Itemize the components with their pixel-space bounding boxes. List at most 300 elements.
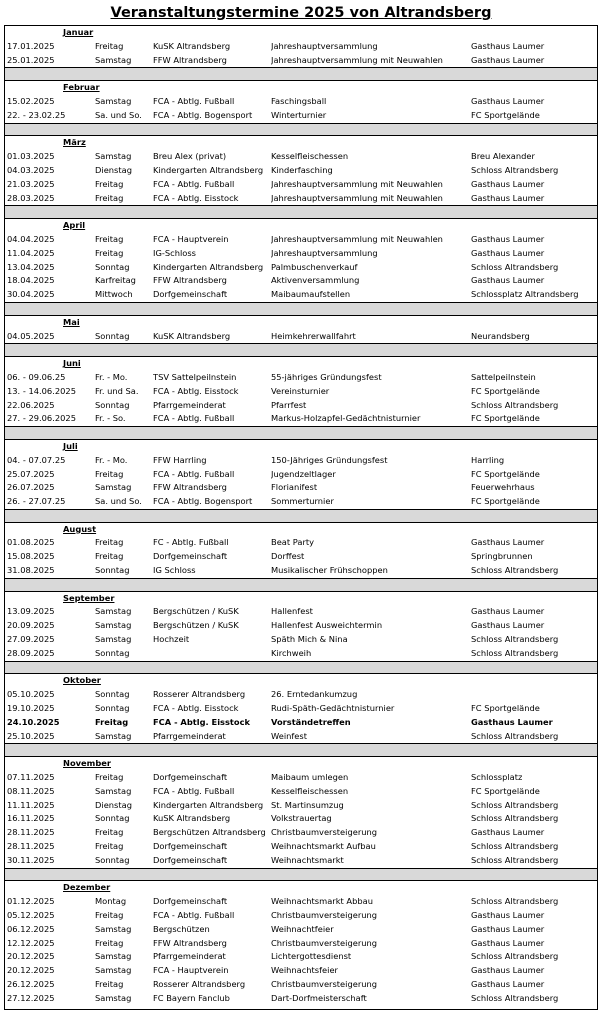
event-title: Weihnachtfeier [271,923,334,934]
event-row [5,192,597,206]
event-date: 01.08.2025 [7,537,55,548]
event-row [5,812,597,826]
page-title: Veranstaltungstermine 2025 von Altrandsberg [110,5,492,21]
event-row [5,771,597,785]
event-location: Schloss Altrandsberg [471,565,559,576]
event-date: 25.01.2025 [7,54,55,65]
event-weekday: Samstag [95,54,132,65]
event-date: 11.11.2025 [7,799,55,810]
event-date: 11.04.2025 [7,247,55,258]
month-separator [5,67,597,81]
event-row [5,481,597,495]
event-weekday: Sonntag [95,330,130,341]
event-date: 04.04.2025 [7,233,55,244]
event-weekday: Mittwoch [95,289,133,300]
event-row [5,550,597,564]
event-weekday: Sonntag [95,813,130,824]
event-weekday: Sa. und So. [95,109,142,120]
event-title: Kesselfleischessen [271,151,349,162]
event-organizer: FCA - Abtlg. Bogensport [153,496,253,507]
event-date: 06. - 09.06.25 [7,371,66,382]
event-title: Aktivenversammlung [271,275,360,286]
event-row [5,330,597,344]
event-date: 08.11.2025 [7,785,55,796]
event-organizer: TSV Sattelpeilnstein [153,371,237,382]
event-date: 27. - 29.06.2025 [7,413,76,424]
event-location: Schloss Altrandsberg [471,951,559,962]
event-location: Schlossplatz Altrandsberg [471,289,579,300]
event-organizer: FFW Altrandsberg [153,937,227,948]
event-row [5,233,597,247]
event-weekday: Sonntag [95,565,130,576]
event-location: Springbrunnen [471,551,533,562]
event-title: Palmbuschenverkauf [271,261,358,272]
event-title: St. Martinsumzug [271,799,344,810]
event-row [5,371,597,385]
event-title: Jahreshauptversammlung [271,247,378,258]
event-title: Weihnachtsfeier [271,965,338,976]
event-date: 04. - 07.07.25 [7,454,66,465]
event-row [5,274,597,288]
event-weekday: Fr. und Sa. [95,385,139,396]
event-title: Markus-Holzapfel-Gedächtnisturnier [271,413,421,424]
event-weekday: Samstag [95,482,132,493]
event-title: Musikalischer Frühschoppen [271,565,388,576]
event-weekday: Sonntag [95,647,130,658]
event-weekday: Samstag [95,951,132,962]
event-location: Gasthaus Laumer [471,247,545,258]
event-weekday: Freitag [95,247,124,258]
event-organizer: FCA - Abtlg. Eisstock [153,192,239,203]
event-weekday: Samstag [95,992,132,1003]
event-location: Gasthaus Laumer [471,192,545,203]
event-organizer: Bergschützen / KuSK [153,620,239,631]
event-weekday: Karfreitag [95,275,136,286]
event-row [5,40,597,54]
event-date: 20.12.2025 [7,951,55,962]
event-date: 20.12.2025 [7,965,55,976]
event-weekday: Freitag [95,192,124,203]
event-row [5,605,597,619]
event-location: Gasthaus Laumer [471,965,545,976]
event-weekday: Samstag [95,151,132,162]
event-location: Gasthaus Laumer [471,275,545,286]
month-separator [5,123,597,137]
event-row [5,454,597,468]
event-weekday: Fr. - Mo. [95,454,128,465]
event-weekday: Sonntag [95,689,130,700]
event-organizer: Kindergarten Altrandsberg [153,261,264,272]
event-organizer: FFW Altrandsberg [153,54,227,65]
event-date: 12.12.2025 [7,937,55,948]
event-title: Faschingsball [271,95,327,106]
event-date: 28.11.2025 [7,827,55,838]
event-weekday: Samstag [95,785,132,796]
event-organizer: IG-Schloss [153,247,196,258]
event-weekday: Freitag [95,910,124,920]
event-location: FC Sportgelände [471,468,540,479]
event-date: 15.02.2025 [7,95,55,106]
event-date: 06.12.2025 [7,923,55,934]
event-date: 19.10.2025 [7,703,55,714]
event-location: Gasthaus Laumer [471,620,545,631]
event-date: 05.10.2025 [7,689,55,700]
event-date: 20.09.2025 [7,620,55,631]
event-row [5,288,597,302]
event-title: Christbaumversteigerung [271,827,378,838]
event-row [5,633,597,647]
month-separator [5,343,597,357]
event-organizer: KuSK Altrandsberg [153,813,231,824]
event-row [5,495,597,509]
event-date: 22. - 23.02.25 [7,109,66,120]
month-heading: Oktober [63,675,101,686]
event-title: Rudi-Späth-Gedächtnisturnier [271,703,395,714]
event-row [5,54,597,68]
event-organizer: Bergschützen / KuSK [153,606,239,617]
event-row [5,150,597,164]
month-block [5,316,597,344]
event-row [5,716,597,730]
event-title: Christbaumversteigerung [271,937,378,948]
event-row [5,730,597,744]
event-date: 26.12.2025 [7,978,55,989]
event-organizer: Kindergarten Altrandsberg [153,799,264,810]
month-block [5,757,597,867]
event-organizer: Dorfgemeinschaft [153,841,228,852]
event-title: Pfarrfest [271,399,307,410]
event-date: 18.04.2025 [7,275,55,286]
month-heading: Juli [63,440,78,451]
event-organizer: FC - Abtlg. Fußball [153,537,229,548]
event-row [5,950,597,964]
event-weekday: Samstag [95,620,132,631]
event-weekday: Samstag [95,606,132,617]
month-heading: Januar [63,27,94,37]
event-weekday: Freitag [95,978,124,989]
event-date: 04.05.2025 [7,330,55,341]
event-location: Harrling [471,454,505,465]
event-date: 21.03.2025 [7,178,55,189]
event-row [5,992,597,1006]
event-organizer: Kindergarten Altrandsberg [153,164,264,175]
event-organizer: Dorfgemeinschaft [153,289,228,300]
event-organizer: FCA - Abtlg. Fußball [153,468,235,479]
month-block [5,136,597,205]
event-organizer: Pfarrgemeinderat [153,399,226,410]
event-row [5,468,597,482]
event-location: Schloss Altrandsberg [471,399,559,410]
event-date: 28.03.2025 [7,192,55,203]
event-organizer: FCA - Abtlg. Fußball [153,413,235,424]
event-organizer: IG Schloss [153,565,196,576]
event-row [5,785,597,799]
event-weekday: Freitag [95,178,124,189]
event-date: 13.09.2025 [7,606,55,617]
event-organizer: FCA - Abtlg. Fußball [153,178,235,189]
event-weekday: Sonntag [95,399,130,410]
event-location: Schloss Altrandsberg [471,896,559,907]
event-location: Schloss Altrandsberg [471,164,559,175]
event-weekday: Samstag [95,95,132,106]
event-title: Dorffest [271,551,305,562]
month-heading: September [63,592,115,603]
event-date: 27.09.2025 [7,634,55,645]
month-heading: Mai [63,316,80,327]
event-organizer: FCA - Abtlg. Bogensport [153,109,253,120]
event-title: Vereinsturnier [271,385,330,396]
event-date: 01.03.2025 [7,151,55,162]
month-heading: April [63,220,86,231]
event-organizer: FCA - Abtlg. Eisstock [153,703,239,714]
month-block [5,674,597,743]
event-title: 26. Erntedankumzug [271,689,358,700]
event-title: Kinderfasching [271,164,333,175]
event-organizer: FCA - Abtlg. Fußball [153,785,235,796]
event-title: Dart-Dorfmeisterschaft [271,992,367,1003]
month-heading: November [63,758,111,769]
event-weekday: Samstag [95,730,132,741]
month-block [5,440,597,509]
event-location: Gasthaus Laumer [471,95,545,106]
event-location: Gasthaus Laumer [471,923,545,934]
event-title: Beat Party [271,537,315,548]
month-separator [5,509,597,523]
month-block [5,26,597,67]
month-heading: März [63,137,86,148]
event-title: Weihnachtsmarkt Aufbau [271,841,376,852]
event-date: 26.07.2025 [7,482,55,493]
event-date: 24.10.2025 [7,716,60,727]
month-block [5,592,597,661]
event-title: Kirchweih [271,647,312,658]
event-location: Schloss Altrandsberg [471,841,559,852]
month-separator [5,205,597,219]
event-date: 04.03.2025 [7,164,55,175]
event-location: Gasthaus Laumer [471,716,553,727]
event-date: 05.12.2025 [7,910,55,920]
event-organizer: FC Bayern Fanclub [153,992,230,1003]
event-row [5,399,597,413]
event-title: Weihnachtsmarkt Abbau [271,896,373,907]
event-date: 01.12.2025 [7,896,55,907]
event-row [5,564,597,578]
event-weekday: Samstag [95,923,132,934]
event-weekday: Freitag [95,551,124,562]
event-row [5,178,597,192]
event-title: Späth Mich & Nina [271,634,348,645]
event-row [5,619,597,633]
event-organizer: Dorfgemeinschaft [153,854,228,865]
event-weekday: Montag [95,896,127,907]
event-title: Maibaum umlegen [271,772,349,783]
event-location: Neurandsberg [471,330,530,341]
event-weekday: Freitag [95,537,124,548]
event-organizer: FCA - Abtlg. Eisstock [153,385,239,396]
event-location: FC Sportgelände [471,109,540,120]
event-row [5,840,597,854]
month-block [5,523,597,578]
event-organizer: Rosserer Altrandsberg [153,689,246,700]
event-title: 150-Jähriges Gründungsfest [271,454,388,465]
event-row [5,978,597,992]
event-title: Christbaumversteigerung [271,978,378,989]
event-organizer: Rosserer Altrandsberg [153,978,246,989]
event-row [5,261,597,275]
event-location: Gasthaus Laumer [471,978,545,989]
event-location: Gasthaus Laumer [471,40,545,51]
event-weekday: Samstag [95,965,132,976]
month-separator [5,868,597,882]
event-weekday: Freitag [95,772,124,783]
event-date: 26. - 27.07.25 [7,496,66,507]
month-block [5,881,597,1005]
event-location: Gasthaus Laumer [471,606,545,617]
month-separator [5,578,597,592]
event-location: Schloss Altrandsberg [471,634,559,645]
event-title: Jahreshauptversammlung mit Neuwahlen [271,233,443,244]
event-weekday: Freitag [95,827,124,838]
event-weekday: Freitag [95,40,124,51]
event-location: Gasthaus Laumer [471,537,545,548]
event-date: 15.08.2025 [7,551,55,562]
event-title: Weihnachtsmarkt [271,854,344,865]
event-location: Schlossplatz [471,772,523,783]
event-weekday: Dienstag [95,799,132,810]
event-location: Gasthaus Laumer [471,910,545,920]
event-weekday: Sonntag [95,261,130,272]
event-organizer: KuSK Altrandsberg [153,330,231,341]
event-row [5,854,597,868]
event-row [5,385,597,399]
event-organizer: KuSK Altrandsberg [153,40,231,51]
event-title: Florianifest [271,482,318,493]
event-title: Volkstrauertag [271,813,332,824]
event-title: Maibaumaufstellen [271,289,351,300]
event-title: Jahreshauptversammlung mit Neuwahlen [271,54,443,65]
event-weekday: Fr. - So. [95,413,126,424]
month-heading: August [63,523,97,534]
event-organizer: FCA - Abtlg. Fußball [153,95,235,106]
event-title: Vorständetreffen [271,716,351,727]
event-location: Feuerwehrhaus [471,482,535,493]
month-heading: Februar [63,82,100,93]
event-row [5,702,597,716]
event-location: Gasthaus Laumer [471,54,545,65]
event-location: Gasthaus Laumer [471,937,545,948]
events-table [4,25,598,1010]
event-location: Schloss Altrandsberg [471,813,559,824]
event-date: 28.11.2025 [7,841,55,852]
event-title: Hallenfest [271,606,313,617]
month-block [5,357,597,426]
event-location: FC Sportgelände [471,413,540,424]
event-title: Lichtergottesdienst [271,951,352,962]
event-location: Schloss Altrandsberg [471,854,559,865]
event-date: 07.11.2025 [7,772,55,783]
event-location: Schloss Altrandsberg [471,647,559,658]
event-location: Sattelpeilnstein [471,371,536,382]
event-title: Winterturnier [271,109,327,120]
event-title: Jahreshauptversammlung mit Neuwahlen [271,178,443,189]
month-separator [5,302,597,316]
event-title: Jahreshauptversammlung mit Neuwahlen [271,192,443,203]
event-weekday: Dienstag [95,164,132,175]
event-title: Weinfest [271,730,307,741]
event-weekday: Freitag [95,233,124,244]
event-weekday: Samstag [95,634,132,645]
event-date: 13.04.2025 [7,261,55,272]
event-organizer: FFW Altrandsberg [153,482,227,493]
event-date: 25.10.2025 [7,730,55,741]
event-date: 17.01.2025 [7,40,55,51]
event-location: Gasthaus Laumer [471,178,545,189]
event-organizer: FFW Altrandsberg [153,275,227,286]
event-location: FC Sportgelände [471,385,540,396]
event-row [5,964,597,978]
event-date: 30.04.2025 [7,289,55,300]
event-date: 13. - 14.06.2025 [7,385,76,396]
event-organizer: FFW Harrling [153,454,207,465]
event-location: FC Sportgelände [471,496,540,507]
event-organizer: FCA - Hauptverein [153,233,229,244]
event-weekday: Fr. - Mo. [95,371,128,382]
event-weekday: Sonntag [95,703,130,714]
event-row [5,826,597,840]
event-date: 30.11.2025 [7,854,55,865]
event-organizer: Dorfgemeinschaft [153,551,228,562]
event-location: Schloss Altrandsberg [471,730,559,741]
event-organizer: Pfarrgemeinderat [153,951,226,962]
event-weekday: Freitag [95,937,124,948]
event-organizer: FCA - Abtlg. Eisstock [153,716,251,727]
event-row [5,247,597,261]
month-block [5,219,597,302]
event-title: 55-jähriges Gründungsfest [271,371,382,382]
event-organizer: FCA - Abtlg. Fußball [153,910,235,920]
event-organizer: Bergschützen [153,923,210,934]
event-row [5,109,597,123]
event-row [5,688,597,702]
event-weekday: Sa. und So. [95,496,142,507]
event-location: Breu Alexander [471,151,535,162]
event-row [5,799,597,813]
event-date: 22.06.2025 [7,399,55,410]
event-date: 25.07.2025 [7,468,55,479]
event-title: Jahreshauptversammlung [271,40,378,51]
event-location: Gasthaus Laumer [471,827,545,838]
event-location: Schloss Altrandsberg [471,261,559,272]
event-title: Heimkehrerwallfahrt [271,330,356,341]
event-location: Schloss Altrandsberg [471,992,559,1003]
event-title: Hallenfest Ausweichtermin [271,620,383,631]
event-location: Schloss Altrandsberg [471,799,559,810]
month-separator [5,661,597,675]
event-row [5,647,597,661]
event-title: Christbaumversteigerung [271,910,378,920]
month-separator [5,426,597,440]
event-location: FC Sportgelände [471,785,540,796]
event-weekday: Freitag [95,468,124,479]
event-weekday: Freitag [95,716,129,727]
month-block [5,81,597,122]
event-weekday: Freitag [95,841,124,852]
month-separator [5,743,597,757]
event-organizer: FCA - Hauptverein [153,965,229,976]
event-organizer: Bergschützen Altrandsberg [153,827,266,838]
event-title: Sommerturnier [271,496,334,507]
event-title: Jugendzeltlager [271,468,336,479]
